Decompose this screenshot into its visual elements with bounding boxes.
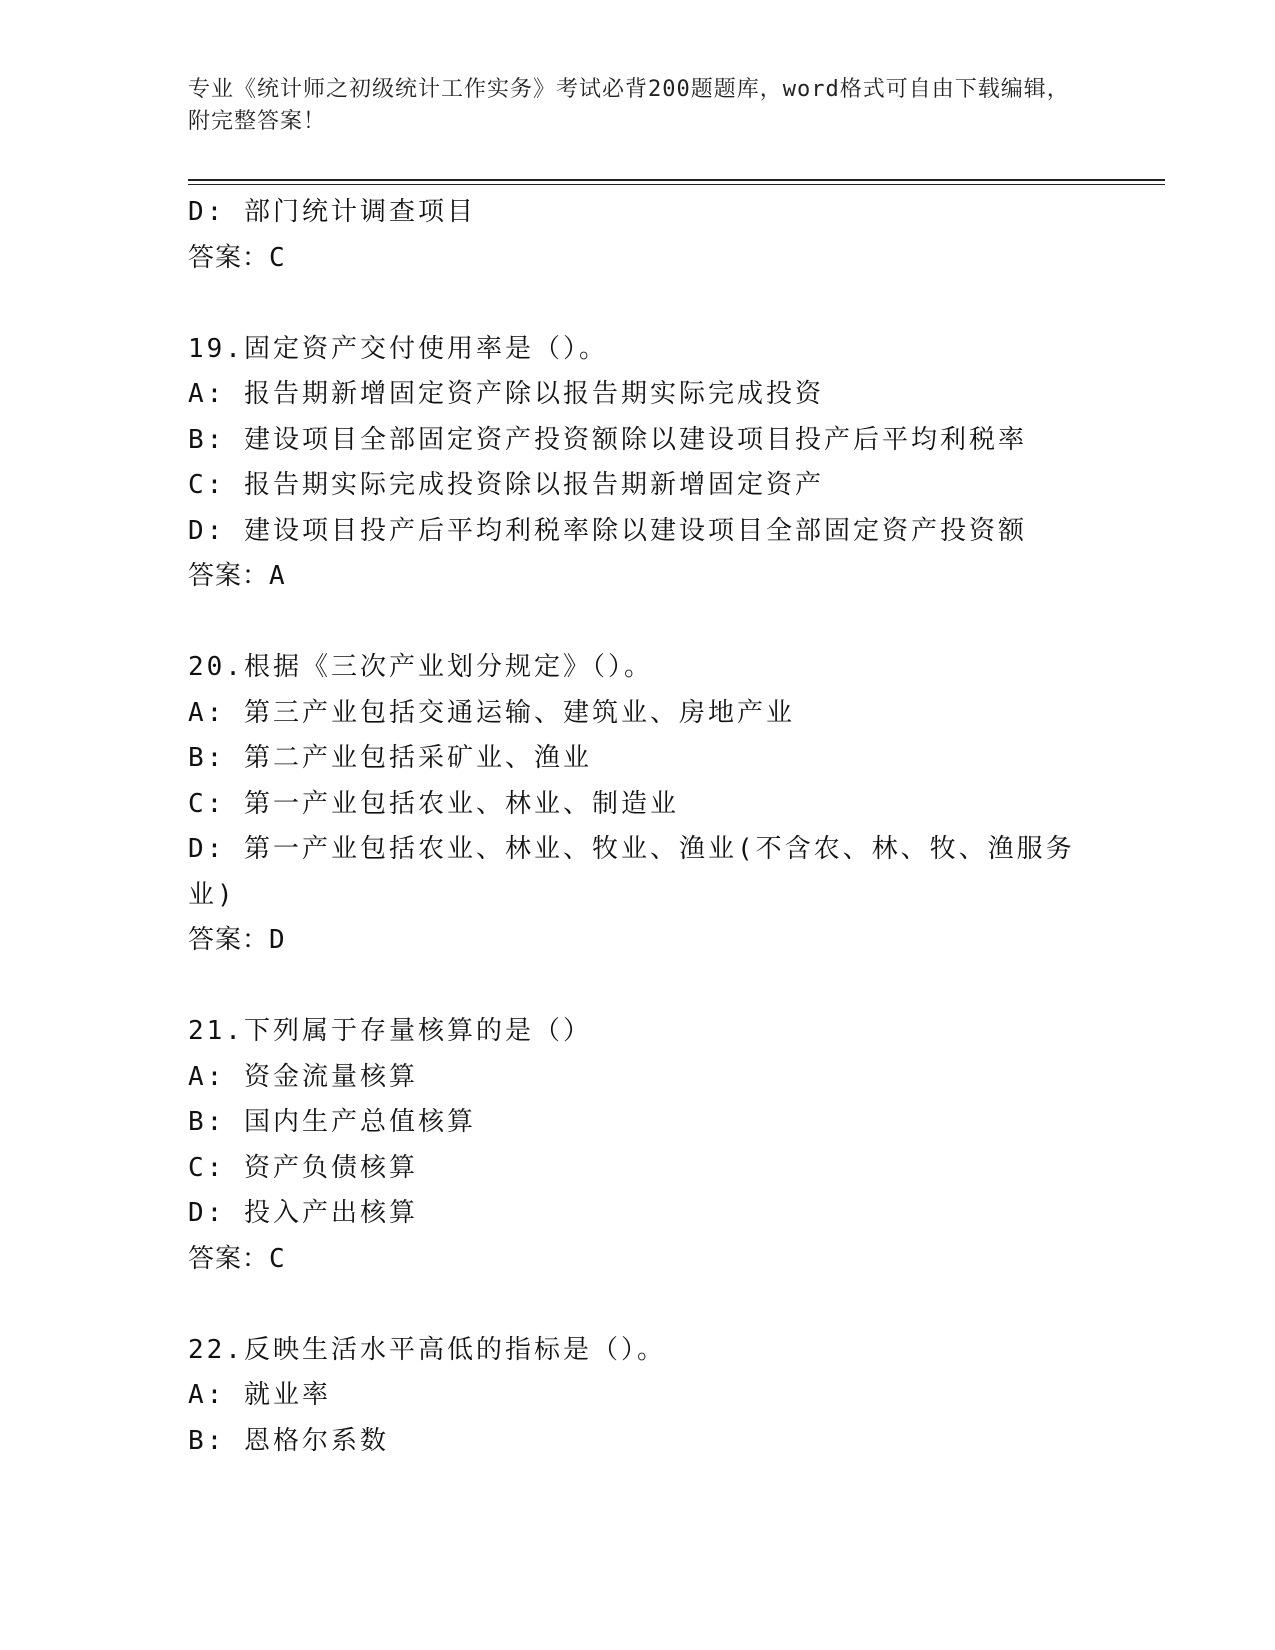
option-b: B: 恩格尔系数 — [188, 1425, 389, 1456]
option-b: B: 第二产业包括采矿业、渔业 — [188, 743, 592, 773]
option-c: C: 第一产业包括农业、林业、制造业 — [188, 788, 679, 819]
option-a: A: 资金流量核算 — [188, 1061, 418, 1092]
option-c: C: 资产负债核算 — [188, 1152, 418, 1183]
option-d: D: 部门统计调查项目 — [188, 197, 476, 227]
question-content — [188, 190, 1088, 1464]
spacer — [188, 964, 1088, 1010]
option-b: B: 建设项目全部固定资产投资额除以建设项目投产后平均利税率 — [188, 424, 1027, 455]
header-rule-thin — [188, 184, 1165, 185]
question-stem: 20.根据《三次产业划分规定》（）。 — [188, 652, 653, 682]
option-c: C: 报告期实际完成投资除以报告期新增固定资产 — [188, 470, 824, 500]
option-a: A: 就业率 — [188, 1380, 331, 1410]
option-a: A: 报告期新增固定资产除以报告期实际完成投资 — [188, 379, 824, 409]
answer: 答案：C — [188, 1243, 286, 1274]
option-d: D: 投入产出核算 — [188, 1198, 418, 1228]
option-b: B: 国内生产总值核算 — [188, 1107, 476, 1137]
document-header: 专业《统计师之初级统计工作实务》考试必背200题题库，word格式可自由下载编辑，附完整答案！ — [188, 77, 1070, 134]
option-a: A: 第三产业包括交通运输、建筑业、房地产业 — [188, 697, 795, 728]
spacer — [188, 1282, 1088, 1328]
spacer — [188, 281, 1088, 327]
answer: 答案：C — [188, 242, 286, 273]
answer: 答案：A — [188, 561, 286, 591]
question-stem: 21.下列属于存量核算的是（） — [188, 1016, 592, 1046]
option-d: D: 建设项目投产后平均利税率除以建设项目全部固定资产投资额 — [188, 515, 1027, 546]
question-stem: 19.固定资产交付使用率是（）。 — [188, 333, 608, 364]
question-stem: 22.反映生活水平高低的指标是（）。 — [188, 1334, 666, 1365]
option-d: D: 第一产业包括农业、林业、牧业、渔业(不含农、林、牧、渔服务业) — [188, 834, 1075, 910]
header-rule-thick — [188, 179, 1165, 181]
answer: 答案：D — [188, 925, 286, 955]
spacer — [188, 600, 1088, 646]
